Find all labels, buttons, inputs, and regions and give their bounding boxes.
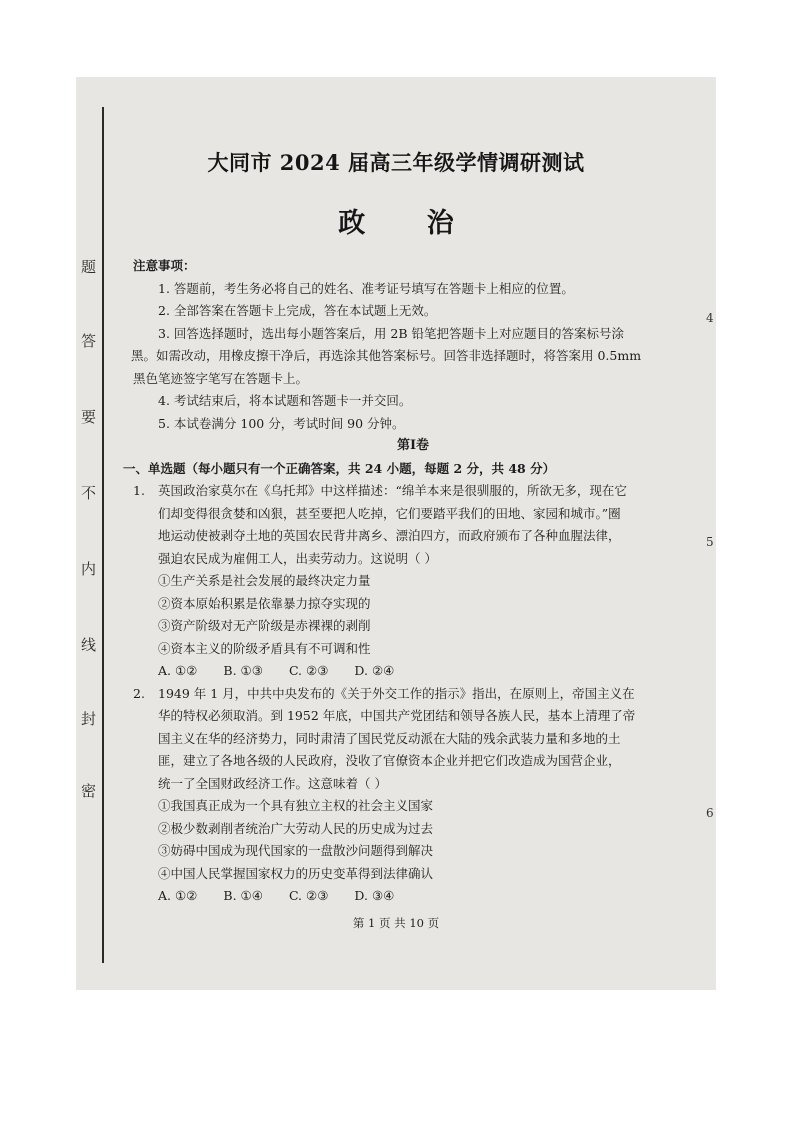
- notice-item: 黑色笔迹签字笔写在答题卡上。: [133, 370, 309, 386]
- question-stem: 统一了全国财政经济工作。这意味着（ ）: [158, 775, 387, 791]
- question-stem: 国主义在华的经济势力，同时肃清了国民党反动派在大陆的残余武装力量和多地的土: [158, 730, 621, 746]
- binding-char: 内: [79, 561, 97, 576]
- notice-item: 4. 考试结束后，将本试题和答题卡一并交回。: [158, 393, 412, 408]
- question-line: [133, 480, 693, 503]
- option-c: C. ②③: [288, 888, 329, 903]
- volume-title: 第Ⅰ卷: [396, 438, 430, 453]
- notice-item: 黑。如需改动，用橡皮擦干净后，再选涂其他答案标号。回答非选择题时，将答案用 0.5mm: [131, 348, 642, 363]
- notice-item: 5. 本试卷满分 100 分，考试时间 90 分钟。: [158, 415, 405, 431]
- option-a: A. ①②: [158, 888, 198, 903]
- statement: ①生产关系是社会发展的最终决定力量: [158, 573, 371, 588]
- statement: ④中国人民掌握国家权力的历史变革得到法律确认: [158, 865, 434, 881]
- option-c: C. ②③: [288, 663, 329, 678]
- notice-item: 1. 答题前，考生务必将自己的姓名、准考证号填写在答题卡上相应的位置。: [158, 280, 574, 296]
- part-heading: 一、单选题（每小题只有一个正确答案，共 24 小题，每题 2 分，共 48 分）: [123, 460, 556, 476]
- notice-item: 2. 全部答案在答题卡上完成，答在本试题上无效。: [158, 303, 437, 318]
- question-stem: 1949 年 1 月，中共中央发布的《关于外交工作的指示》指出，在原则上，帝国主义在: [158, 685, 635, 701]
- answer-options: [133, 885, 693, 908]
- option-a: A. ①②: [158, 663, 198, 678]
- question-stem: 强迫农民成为雇佣工人，出卖劳动力。这说明（ ）: [158, 550, 437, 566]
- notice-item: 3. 回答选择题时，选出每小题答案后，用 2B 铅笔把答题卡上对应题目的答案标号涂: [158, 325, 624, 341]
- statement: ②资本原始积累是依靠暴力掠夺实现的: [158, 595, 371, 611]
- exam-body: [123, 255, 693, 908]
- exam-title: 大同市 2024 届高三年级学情调研测试: [207, 150, 585, 175]
- binding-char: 要: [79, 409, 97, 424]
- statement: ①我国真正成为一个具有独立主权的社会主义国家: [158, 798, 434, 813]
- question-line: [133, 683, 693, 706]
- option-d: D. ②④: [354, 663, 395, 678]
- question-stem: 地运动使被剥夺土地的英国农民背井离乡、漂泊四方，而政府颁布了各种血腥法律，: [158, 528, 621, 543]
- subject-title: 政 治: [338, 208, 480, 239]
- exam-page: [76, 77, 716, 990]
- question-stem: 英国政治家莫尔在《乌托邦》中这样描述：“绵羊本来是很驯服的，所欲无多，现在它: [158, 483, 627, 498]
- question-number: 1.: [133, 483, 145, 498]
- binding-char: 答: [79, 333, 97, 348]
- page-footer: 第 1 页 共 10 页: [352, 916, 440, 930]
- question-stem: 们却变得很贪婪和凶狠，甚至要把人吃掉，它们要踏平我们的田地、家园和城市。”圈: [158, 505, 621, 521]
- edge-number: 4: [706, 311, 714, 325]
- option-b: B. ①④: [223, 888, 263, 903]
- binding-char: 线: [79, 637, 97, 652]
- option-b: B. ①③: [223, 663, 263, 678]
- statement: ③资产阶级对无产阶级是赤裸裸的剥削: [158, 618, 371, 633]
- edge-number: 6: [706, 806, 714, 820]
- statement: ④资本主义的阶级矛盾具有不可调和性: [158, 640, 371, 656]
- edge-number: 5: [706, 535, 714, 549]
- notice-heading: 注意事项：: [133, 258, 196, 273]
- binding-char: 不: [79, 485, 97, 500]
- statement: ③妨碍中国成为现代国家的一盘散沙问题得到解决: [158, 843, 434, 858]
- option-d: D. ③④: [354, 888, 395, 903]
- question-number: 2.: [133, 685, 145, 701]
- answer-options: [133, 660, 693, 683]
- question-stem: 华的特权必须取消。到 1952 年底，中国共产党团结和领导各族人民，基本上清理了帝: [158, 708, 636, 723]
- question-stem: 匪，建立了各地各级的人民政府，没收了官僚资本企业并把它们改造成为国营企业，: [158, 753, 621, 768]
- binding-char: 封: [79, 711, 97, 726]
- binding-char: 题: [79, 259, 97, 274]
- binding-char: 密: [79, 783, 97, 798]
- statement: ②极少数剥削者统治广大劳动人民的历史成为过去: [158, 820, 434, 836]
